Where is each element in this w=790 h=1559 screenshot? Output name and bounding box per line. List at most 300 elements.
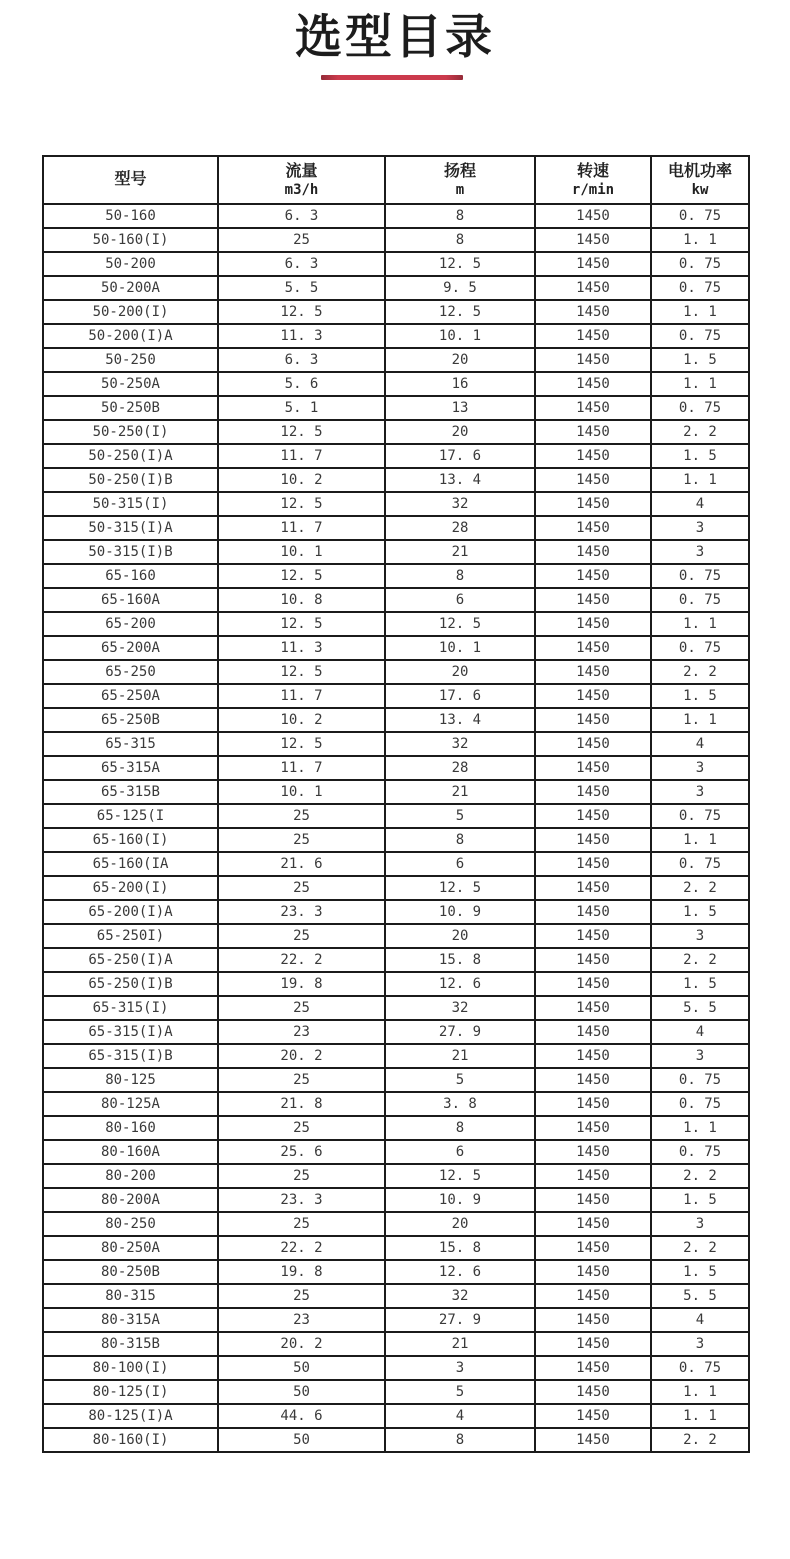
cell-speed: 1450 — [535, 588, 651, 612]
cell-flow: 25 — [218, 996, 385, 1020]
cell-power: 1. 1 — [651, 1404, 749, 1428]
table-row — [43, 1116, 749, 1140]
cell-power: 0. 75 — [651, 636, 749, 660]
cell-flow: 11. 3 — [218, 324, 385, 348]
column-unit: kw — [691, 181, 709, 198]
cell-model: 50-200(I)A — [43, 324, 218, 348]
cell-speed: 1450 — [535, 204, 651, 228]
cell-power: 1. 1 — [651, 228, 749, 252]
table-row — [43, 756, 749, 780]
cell-power: 1. 1 — [651, 372, 749, 396]
cell-head: 28 — [385, 516, 535, 540]
cell-power: 0. 75 — [651, 852, 749, 876]
cell-flow: 6. 3 — [218, 204, 385, 228]
cell-power: 1. 5 — [651, 972, 749, 996]
cell-power: 2. 2 — [651, 420, 749, 444]
cell-power: 1. 1 — [651, 1116, 749, 1140]
cell-model: 80-160(I) — [43, 1428, 218, 1452]
cell-model: 80-125(I)A — [43, 1404, 218, 1428]
table-row — [43, 1284, 749, 1308]
table-row — [43, 372, 749, 396]
table-row — [43, 1140, 749, 1164]
cell-speed: 1450 — [535, 828, 651, 852]
cell-model: 50-250A — [43, 372, 218, 396]
cell-flow: 20. 2 — [218, 1044, 385, 1068]
cell-speed: 1450 — [535, 636, 651, 660]
cell-model: 65-200(I)A — [43, 900, 218, 924]
cell-speed: 1450 — [535, 1020, 651, 1044]
cell-speed: 1450 — [535, 900, 651, 924]
cell-head: 6 — [385, 588, 535, 612]
cell-flow: 5. 1 — [218, 396, 385, 420]
cell-model: 80-200 — [43, 1164, 218, 1188]
cell-power: 1. 1 — [651, 1380, 749, 1404]
cell-flow: 10. 1 — [218, 780, 385, 804]
cell-speed: 1450 — [535, 1356, 651, 1380]
cell-model: 80-125A — [43, 1092, 218, 1116]
cell-flow: 10. 2 — [218, 708, 385, 732]
cell-flow: 25 — [218, 1116, 385, 1140]
table-row — [43, 396, 749, 420]
column-label: 扬程 — [443, 162, 476, 180]
cell-flow: 25 — [218, 228, 385, 252]
cell-power: 2. 2 — [651, 948, 749, 972]
column-label: 流量 — [285, 162, 318, 180]
cell-power: 3 — [651, 1044, 749, 1068]
cell-head: 5 — [385, 1380, 535, 1404]
cell-speed: 1450 — [535, 228, 651, 252]
cell-flow: 5. 5 — [218, 276, 385, 300]
cell-head: 4 — [385, 1404, 535, 1428]
table-row — [43, 708, 749, 732]
cell-speed: 1450 — [535, 1116, 651, 1140]
cell-power: 4 — [651, 1308, 749, 1332]
cell-head: 20 — [385, 924, 535, 948]
cell-speed: 1450 — [535, 396, 651, 420]
table-row — [43, 588, 749, 612]
cell-model: 65-200A — [43, 636, 218, 660]
cell-model: 50-200A — [43, 276, 218, 300]
cell-head: 3 — [385, 1356, 535, 1380]
selection-table — [42, 155, 750, 1453]
column-header — [385, 156, 535, 204]
cell-power: 1. 5 — [651, 684, 749, 708]
cell-model: 65-315B — [43, 780, 218, 804]
cell-flow: 20. 2 — [218, 1332, 385, 1356]
cell-model: 65-160A — [43, 588, 218, 612]
cell-speed: 1450 — [535, 468, 651, 492]
cell-head: 8 — [385, 564, 535, 588]
cell-speed: 1450 — [535, 612, 651, 636]
cell-head: 16 — [385, 372, 535, 396]
cell-model: 80-315 — [43, 1284, 218, 1308]
cell-head: 32 — [385, 492, 535, 516]
cell-model: 50-250B — [43, 396, 218, 420]
table-row — [43, 1044, 749, 1068]
table-row — [43, 876, 749, 900]
cell-head: 6 — [385, 852, 535, 876]
cell-flow: 6. 3 — [218, 252, 385, 276]
table-row — [43, 612, 749, 636]
cell-head: 6 — [385, 1140, 535, 1164]
table-row — [43, 1020, 749, 1044]
cell-model: 65-315(I) — [43, 996, 218, 1020]
cell-power: 0. 75 — [651, 324, 749, 348]
cell-head: 10. 9 — [385, 900, 535, 924]
cell-power: 4 — [651, 492, 749, 516]
table-row — [43, 996, 749, 1020]
cell-model: 65-200 — [43, 612, 218, 636]
cell-speed: 1450 — [535, 516, 651, 540]
cell-head: 3. 8 — [385, 1092, 535, 1116]
cell-flow: 23. 3 — [218, 900, 385, 924]
cell-power: 3 — [651, 780, 749, 804]
cell-model: 50-315(I) — [43, 492, 218, 516]
column-label: 转速 — [576, 162, 609, 180]
cell-speed: 1450 — [535, 708, 651, 732]
table-row — [43, 804, 749, 828]
cell-flow: 12. 5 — [218, 492, 385, 516]
cell-head: 12. 5 — [385, 300, 535, 324]
cell-head: 21 — [385, 1044, 535, 1068]
cell-flow: 11. 7 — [218, 516, 385, 540]
cell-speed: 1450 — [535, 564, 651, 588]
cell-speed: 1450 — [535, 372, 651, 396]
cell-flow: 12. 5 — [218, 564, 385, 588]
cell-speed: 1450 — [535, 684, 651, 708]
table-row — [43, 972, 749, 996]
cell-head: 28 — [385, 756, 535, 780]
cell-power: 4 — [651, 1020, 749, 1044]
cell-model: 65-315(I)A — [43, 1020, 218, 1044]
cell-power: 1. 5 — [651, 900, 749, 924]
cell-head: 8 — [385, 228, 535, 252]
cell-speed: 1450 — [535, 1092, 651, 1116]
cell-speed: 1450 — [535, 996, 651, 1020]
table-row — [43, 516, 749, 540]
cell-model: 65-250(I)B — [43, 972, 218, 996]
cell-model: 65-200(I) — [43, 876, 218, 900]
table-row — [43, 660, 749, 684]
cell-power: 0. 75 — [651, 276, 749, 300]
cell-speed: 1450 — [535, 924, 651, 948]
table-row — [43, 1212, 749, 1236]
cell-head: 20 — [385, 348, 535, 372]
table-row — [43, 324, 749, 348]
table-row — [43, 1404, 749, 1428]
column-label: 型号 — [114, 171, 147, 188]
column-header — [535, 156, 651, 204]
cell-head: 8 — [385, 828, 535, 852]
cell-head: 8 — [385, 1116, 535, 1140]
table-row — [43, 1428, 749, 1452]
cell-model: 80-250A — [43, 1236, 218, 1260]
table-row — [43, 1188, 749, 1212]
cell-power: 2. 2 — [651, 1428, 749, 1452]
cell-flow: 25. 6 — [218, 1140, 385, 1164]
cell-model: 50-250(I)B — [43, 468, 218, 492]
table-row — [43, 1236, 749, 1260]
cell-power: 1. 5 — [651, 1188, 749, 1212]
cell-model: 65-250B — [43, 708, 218, 732]
cell-speed: 1450 — [535, 1428, 651, 1452]
cell-flow: 22. 2 — [218, 1236, 385, 1260]
cell-model: 80-315A — [43, 1308, 218, 1332]
header-row — [43, 156, 749, 204]
cell-power: 4 — [651, 732, 749, 756]
table-row — [43, 1308, 749, 1332]
cell-speed: 1450 — [535, 540, 651, 564]
cell-speed: 1450 — [535, 324, 651, 348]
cell-speed: 1450 — [535, 732, 651, 756]
cell-speed: 1450 — [535, 1308, 651, 1332]
cell-flow: 5. 6 — [218, 372, 385, 396]
cell-speed: 1450 — [535, 1332, 651, 1356]
cell-flow: 11. 7 — [218, 684, 385, 708]
cell-head: 5 — [385, 804, 535, 828]
cell-power: 0. 75 — [651, 1068, 749, 1092]
cell-model: 50-315(I)A — [43, 516, 218, 540]
cell-flow: 12. 5 — [218, 300, 385, 324]
cell-head: 32 — [385, 1284, 535, 1308]
cell-model: 50-160(I) — [43, 228, 218, 252]
cell-model: 65-125(I — [43, 804, 218, 828]
cell-power: 0. 75 — [651, 804, 749, 828]
column-unit: r/min — [571, 181, 615, 198]
cell-power: 5. 5 — [651, 996, 749, 1020]
page-title: 选型目录 — [295, 10, 495, 63]
cell-model: 65-315(I)B — [43, 1044, 218, 1068]
cell-speed: 1450 — [535, 1380, 651, 1404]
table-row — [43, 684, 749, 708]
cell-power: 0. 75 — [651, 1140, 749, 1164]
cell-head: 5 — [385, 1068, 535, 1092]
cell-power: 0. 75 — [651, 1092, 749, 1116]
cell-flow: 25 — [218, 1212, 385, 1236]
cell-flow: 12. 5 — [218, 420, 385, 444]
cell-speed: 1450 — [535, 852, 651, 876]
cell-power: 0. 75 — [651, 204, 749, 228]
cell-model: 80-125(I) — [43, 1380, 218, 1404]
cell-power: 2. 2 — [651, 1164, 749, 1188]
table-row — [43, 924, 749, 948]
cell-head: 12. 5 — [385, 252, 535, 276]
table-row — [43, 1260, 749, 1284]
table-row — [43, 444, 749, 468]
cell-model: 80-315B — [43, 1332, 218, 1356]
cell-model: 65-250I) — [43, 924, 218, 948]
cell-speed: 1450 — [535, 1236, 651, 1260]
cell-flow: 10. 2 — [218, 468, 385, 492]
cell-speed: 1450 — [535, 1044, 651, 1068]
table-row — [43, 300, 749, 324]
cell-power: 5. 5 — [651, 1284, 749, 1308]
column-header — [218, 156, 385, 204]
cell-model: 80-100(I) — [43, 1356, 218, 1380]
cell-head: 17. 6 — [385, 684, 535, 708]
cell-flow: 11. 3 — [218, 636, 385, 660]
cell-power: 0. 75 — [651, 1356, 749, 1380]
cell-head: 10. 1 — [385, 324, 535, 348]
cell-flow: 25 — [218, 828, 385, 852]
cell-model: 50-315(I)B — [43, 540, 218, 564]
cell-speed: 1450 — [535, 444, 651, 468]
cell-head: 10. 9 — [385, 1188, 535, 1212]
table-row — [43, 348, 749, 372]
cell-flow: 22. 2 — [218, 948, 385, 972]
table-row — [43, 1380, 749, 1404]
cell-head: 8 — [385, 1428, 535, 1452]
cell-power: 1. 1 — [651, 300, 749, 324]
table-row — [43, 468, 749, 492]
cell-flow: 25 — [218, 1068, 385, 1092]
cell-model: 65-250 — [43, 660, 218, 684]
cell-model: 80-250 — [43, 1212, 218, 1236]
cell-power: 2. 2 — [651, 876, 749, 900]
cell-head: 12. 6 — [385, 1260, 535, 1284]
cell-speed: 1450 — [535, 972, 651, 996]
cell-head: 15. 8 — [385, 948, 535, 972]
cell-model: 65-250A — [43, 684, 218, 708]
table-row — [43, 1068, 749, 1092]
cell-head: 8 — [385, 204, 535, 228]
cell-flow: 10. 1 — [218, 540, 385, 564]
cell-power: 0. 75 — [651, 252, 749, 276]
cell-power: 3 — [651, 540, 749, 564]
cell-model: 65-315 — [43, 732, 218, 756]
table-row — [43, 1332, 749, 1356]
cell-flow: 50 — [218, 1428, 385, 1452]
cell-flow: 11. 7 — [218, 756, 385, 780]
cell-flow: 12. 5 — [218, 612, 385, 636]
table-row — [43, 1092, 749, 1116]
column-unit: m — [455, 181, 465, 198]
cell-speed: 1450 — [535, 420, 651, 444]
cell-head: 13. 4 — [385, 708, 535, 732]
cell-power: 0. 75 — [651, 588, 749, 612]
cell-flow: 23. 3 — [218, 1188, 385, 1212]
cell-model: 80-200A — [43, 1188, 218, 1212]
cell-model: 65-160(IA — [43, 852, 218, 876]
cell-head: 13 — [385, 396, 535, 420]
cell-speed: 1450 — [535, 1260, 651, 1284]
cell-flow: 11. 7 — [218, 444, 385, 468]
table-row — [43, 564, 749, 588]
cell-power: 1. 1 — [651, 708, 749, 732]
cell-flow: 25 — [218, 924, 385, 948]
cell-head: 13. 4 — [385, 468, 535, 492]
cell-power: 2. 2 — [651, 660, 749, 684]
cell-speed: 1450 — [535, 1068, 651, 1092]
table-row — [43, 1164, 749, 1188]
column-header — [43, 156, 218, 204]
cell-head: 12. 5 — [385, 612, 535, 636]
cell-flow: 12. 5 — [218, 732, 385, 756]
cell-head: 17. 6 — [385, 444, 535, 468]
cell-flow: 25 — [218, 1164, 385, 1188]
cell-power: 3 — [651, 516, 749, 540]
table-row — [43, 540, 749, 564]
cell-speed: 1450 — [535, 492, 651, 516]
cell-speed: 1450 — [535, 804, 651, 828]
cell-power: 3 — [651, 1212, 749, 1236]
cell-head: 21 — [385, 780, 535, 804]
cell-power: 3 — [651, 1332, 749, 1356]
cell-speed: 1450 — [535, 1212, 651, 1236]
table-row — [43, 204, 749, 228]
cell-flow: 21. 6 — [218, 852, 385, 876]
table-body — [43, 204, 749, 1452]
column-label: 电机功率 — [667, 162, 732, 180]
cell-head: 12. 5 — [385, 1164, 535, 1188]
cell-speed: 1450 — [535, 876, 651, 900]
cell-head: 32 — [385, 996, 535, 1020]
cell-head: 20 — [385, 420, 535, 444]
cell-flow: 12. 5 — [218, 660, 385, 684]
cell-power: 3 — [651, 924, 749, 948]
table-row — [43, 228, 749, 252]
table-row — [43, 1356, 749, 1380]
cell-flow: 23 — [218, 1020, 385, 1044]
cell-speed: 1450 — [535, 1404, 651, 1428]
cell-flow: 23 — [218, 1308, 385, 1332]
cell-head: 10. 1 — [385, 636, 535, 660]
cell-speed: 1450 — [535, 756, 651, 780]
column-header — [651, 156, 749, 204]
cell-head: 20 — [385, 660, 535, 684]
cell-flow: 21. 8 — [218, 1092, 385, 1116]
cell-head: 20 — [385, 1212, 535, 1236]
cell-head: 12. 5 — [385, 876, 535, 900]
cell-flow: 25 — [218, 1284, 385, 1308]
cell-speed: 1450 — [535, 1284, 651, 1308]
cell-model: 65-160(I) — [43, 828, 218, 852]
cell-speed: 1450 — [535, 1164, 651, 1188]
cell-model: 80-160 — [43, 1116, 218, 1140]
cell-power: 0. 75 — [651, 564, 749, 588]
cell-head: 27. 9 — [385, 1020, 535, 1044]
cell-model: 50-200(I) — [43, 300, 218, 324]
cell-power: 1. 1 — [651, 612, 749, 636]
cell-speed: 1450 — [535, 252, 651, 276]
cell-model: 50-160 — [43, 204, 218, 228]
table-row — [43, 900, 749, 924]
cell-flow: 19. 8 — [218, 1260, 385, 1284]
cell-head: 9. 5 — [385, 276, 535, 300]
cell-model: 80-250B — [43, 1260, 218, 1284]
cell-model: 50-250(I) — [43, 420, 218, 444]
cell-speed: 1450 — [535, 1140, 651, 1164]
cell-head: 12. 6 — [385, 972, 535, 996]
cell-head: 21 — [385, 1332, 535, 1356]
cell-head: 15. 8 — [385, 1236, 535, 1260]
table-row — [43, 276, 749, 300]
cell-flow: 50 — [218, 1356, 385, 1380]
cell-flow: 50 — [218, 1380, 385, 1404]
cell-flow: 19. 8 — [218, 972, 385, 996]
cell-model: 80-160A — [43, 1140, 218, 1164]
table-row — [43, 780, 749, 804]
cell-power: 1. 5 — [651, 1260, 749, 1284]
cell-flow: 6. 3 — [218, 348, 385, 372]
table-header — [43, 156, 749, 204]
cell-model: 80-125 — [43, 1068, 218, 1092]
cell-speed: 1450 — [535, 660, 651, 684]
cell-speed: 1450 — [535, 780, 651, 804]
cell-power: 1. 5 — [651, 444, 749, 468]
table-row — [43, 636, 749, 660]
cell-model: 50-250 — [43, 348, 218, 372]
